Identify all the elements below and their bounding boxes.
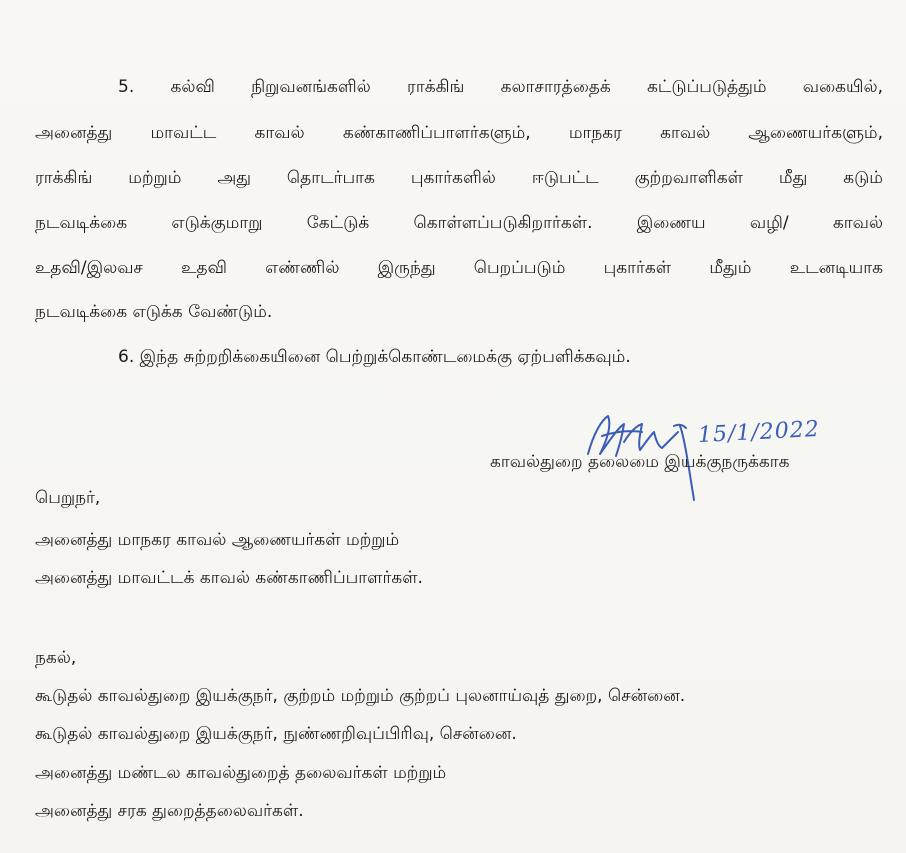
paragraph-6: 6. இந்த சுற்றறிக்கையினை பெற்றுக்கொண்டமைக்கு ஏற்பளிக்கவும். [118, 347, 631, 367]
copy-to-line-1: கூடுதல் காவல்துறை இயக்குநர், குற்றம் மற்றும் குற்றப் புலனாய்வுத் துறை, சென்னை. [35, 686, 686, 706]
signature-date: 15/1/2022 [697, 416, 821, 449]
copy-to-line-3: அனைத்து மண்டல காவல்துறைத் தலைவர்கள் மற்றும் [35, 763, 447, 783]
paragraph-5-line-1: 5. கல்வி நிறுவனங்களில் ராக்கிங் கலாசாரத்தைக் கட்டுப்படுத்தும் வகையில், [118, 77, 883, 97]
copy-to-line-2: கூடுதல் காவல்துறை இயக்குநர், நுண்ணறிவுப்பிரிவு, சென்னை. [35, 724, 517, 744]
paragraph-5-line-3: ராக்கிங் மற்றும் அது தொடர்பாக புகார்களில் ஈடுபட்ட குற்றவாளிகள் மீது கடும் [35, 168, 883, 188]
copy-to-heading: நகல், [35, 648, 77, 668]
paragraph-5-line-6: நடவடிக்கை எடுக்க வேண்டும். [35, 302, 273, 322]
signatory-designation: காவல்துறை தலைமை இயக்குநருக்காக [490, 452, 790, 472]
paragraph-5-line-5: உதவி/இலவச உதவி எண்ணில் இருந்து பெறப்படும் புகார்கள் மீதும் உடனடியாக [35, 258, 883, 278]
recipients-heading: பெறுநர், [35, 488, 101, 508]
paragraph-5-line-4: நடவடிக்கை எடுக்குமாறு கேட்டுக் கொள்ளப்படுகிறார்கள். இணைய வழி/ காவல் [35, 213, 883, 233]
paragraph-5-line-2: அனைத்து மாவட்ட காவல் கண்காணிப்பாளர்களும், மாநகர காவல் ஆணையர்களும், [35, 123, 883, 143]
copy-to-line-4: அனைத்து சரக துறைத்தலைவர்கள். [35, 801, 304, 821]
recipient-line-2: அனைத்து மாவட்டக் காவல் கண்காணிப்பாளர்கள். [35, 568, 423, 588]
recipient-line-1: அனைத்து மாநகர காவல் ஆணையர்கள் மற்றும் [35, 530, 400, 550]
